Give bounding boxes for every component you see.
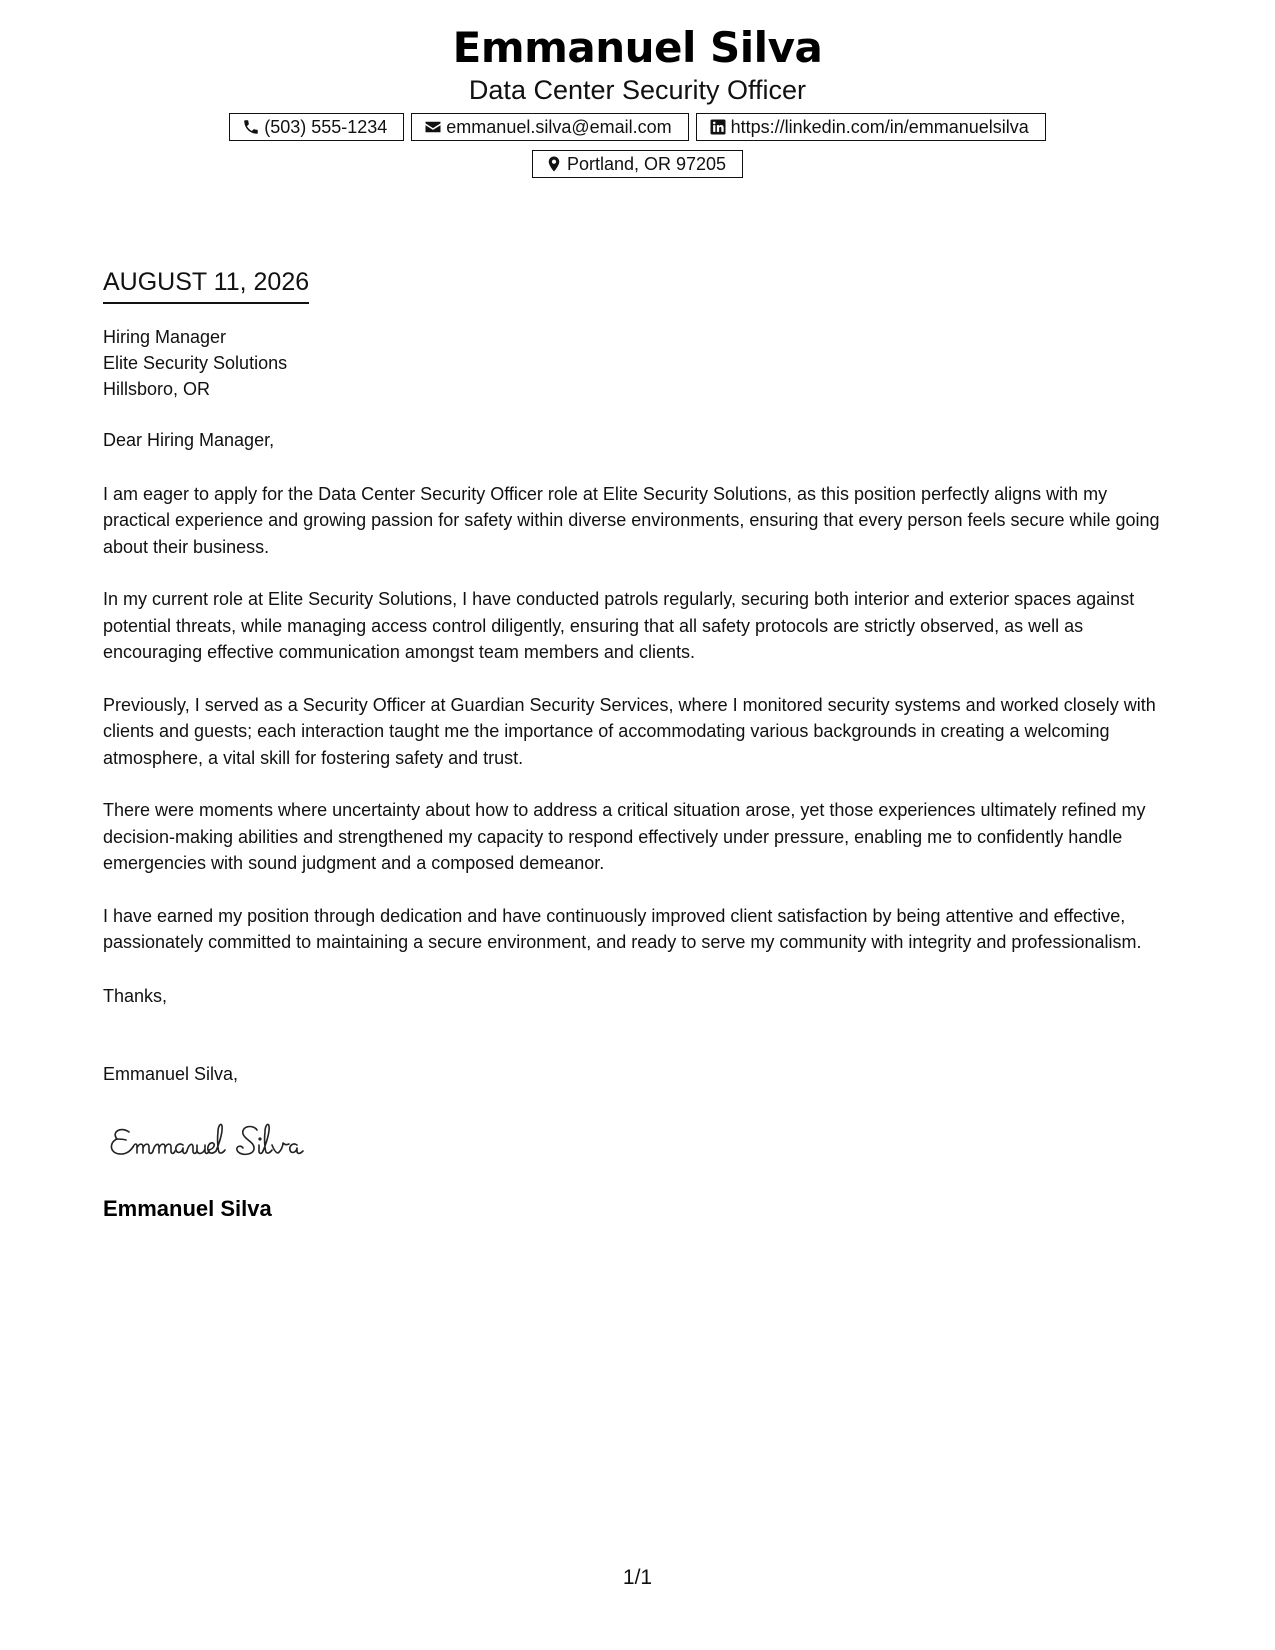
recipient-line: Hillsboro, OR xyxy=(103,379,211,399)
signer-name: Emmanuel Silva xyxy=(103,1195,272,1221)
map-pin-icon xyxy=(545,155,563,173)
contact-row-location xyxy=(0,150,1275,178)
letter-header xyxy=(0,22,1275,106)
applicant-name: Emmanuel Silva xyxy=(452,23,823,72)
recipient-line: Hiring Manager xyxy=(103,327,227,347)
signoff: Emmanuel Silva, xyxy=(103,1064,239,1084)
location-chip xyxy=(532,150,743,178)
body-paragraph: I am eager to apply for the Data Center Security Officer role at Elite Security Solutions, as this position perfectly aligns with my practical experience and growing passion for safety within diverse environments, ensuring that every person feels secure while going about their business. xyxy=(103,483,1160,557)
recipient-block xyxy=(103,324,1173,402)
contact-row xyxy=(0,113,1275,141)
envelope-icon xyxy=(424,118,442,136)
phone-chip xyxy=(229,113,404,141)
handwritten-signature xyxy=(107,1112,357,1172)
body-paragraph: Previously, I served as a Security Officer at Guardian Security Services, where I monitored security systems and worked closely with clients and guests; each interaction taught me the importance of accommodating various backgrounds in creating a welcoming atmosphere, a vital skill for fostering safety and trust. xyxy=(103,694,1156,768)
phone-text: (503) 555-1234 xyxy=(264,116,388,137)
page-number: 1/1 xyxy=(622,1566,653,1589)
linkedin-icon xyxy=(709,118,727,136)
phone-icon xyxy=(242,118,260,136)
letter-body xyxy=(103,262,1173,1223)
recipient-line: Elite Security Solutions xyxy=(103,353,288,373)
job-title: Data Center Security Officer xyxy=(468,75,807,105)
body-paragraph: There were moments where uncertainty about how to address a critical situation arose, yet those experiences ultimately refined my decision-making abilities and strengthened my capacity to respond effectively under pressure, enabling me to confidently handle emergencies with sound judgment and a composed demeanor. xyxy=(103,800,1146,873)
salutation: Dear Hiring Manager, xyxy=(103,430,275,450)
body-paragraph: In my current role at Elite Security Solutions, I have conducted patrols regularly, securing both interior and exterior spaces against potential threats, while managing access control diligently, ensuring that all safety protocols are strictly observed, as well as encouraging effective communication amongst team members and clients. xyxy=(103,589,1135,662)
letter-date: AUGUST 11, 2026 xyxy=(103,262,309,304)
closing: Thanks, xyxy=(103,985,168,1006)
linkedin-chip xyxy=(696,113,1046,141)
linkedin-text: https://linkedin.com/in/emmanuelsilva xyxy=(730,116,1029,137)
location-text: Portland, OR 97205 xyxy=(566,153,727,174)
email-text: emmanuel.silva@email.com xyxy=(446,116,672,137)
body-paragraph: I have earned my position through dedication and have continuously improved client satisfaction by being attentive and effective, passionately committed to maintaining a secure environment, and ready to serve my community with integrity and professionalism. xyxy=(103,905,1142,952)
email-chip xyxy=(411,113,688,141)
